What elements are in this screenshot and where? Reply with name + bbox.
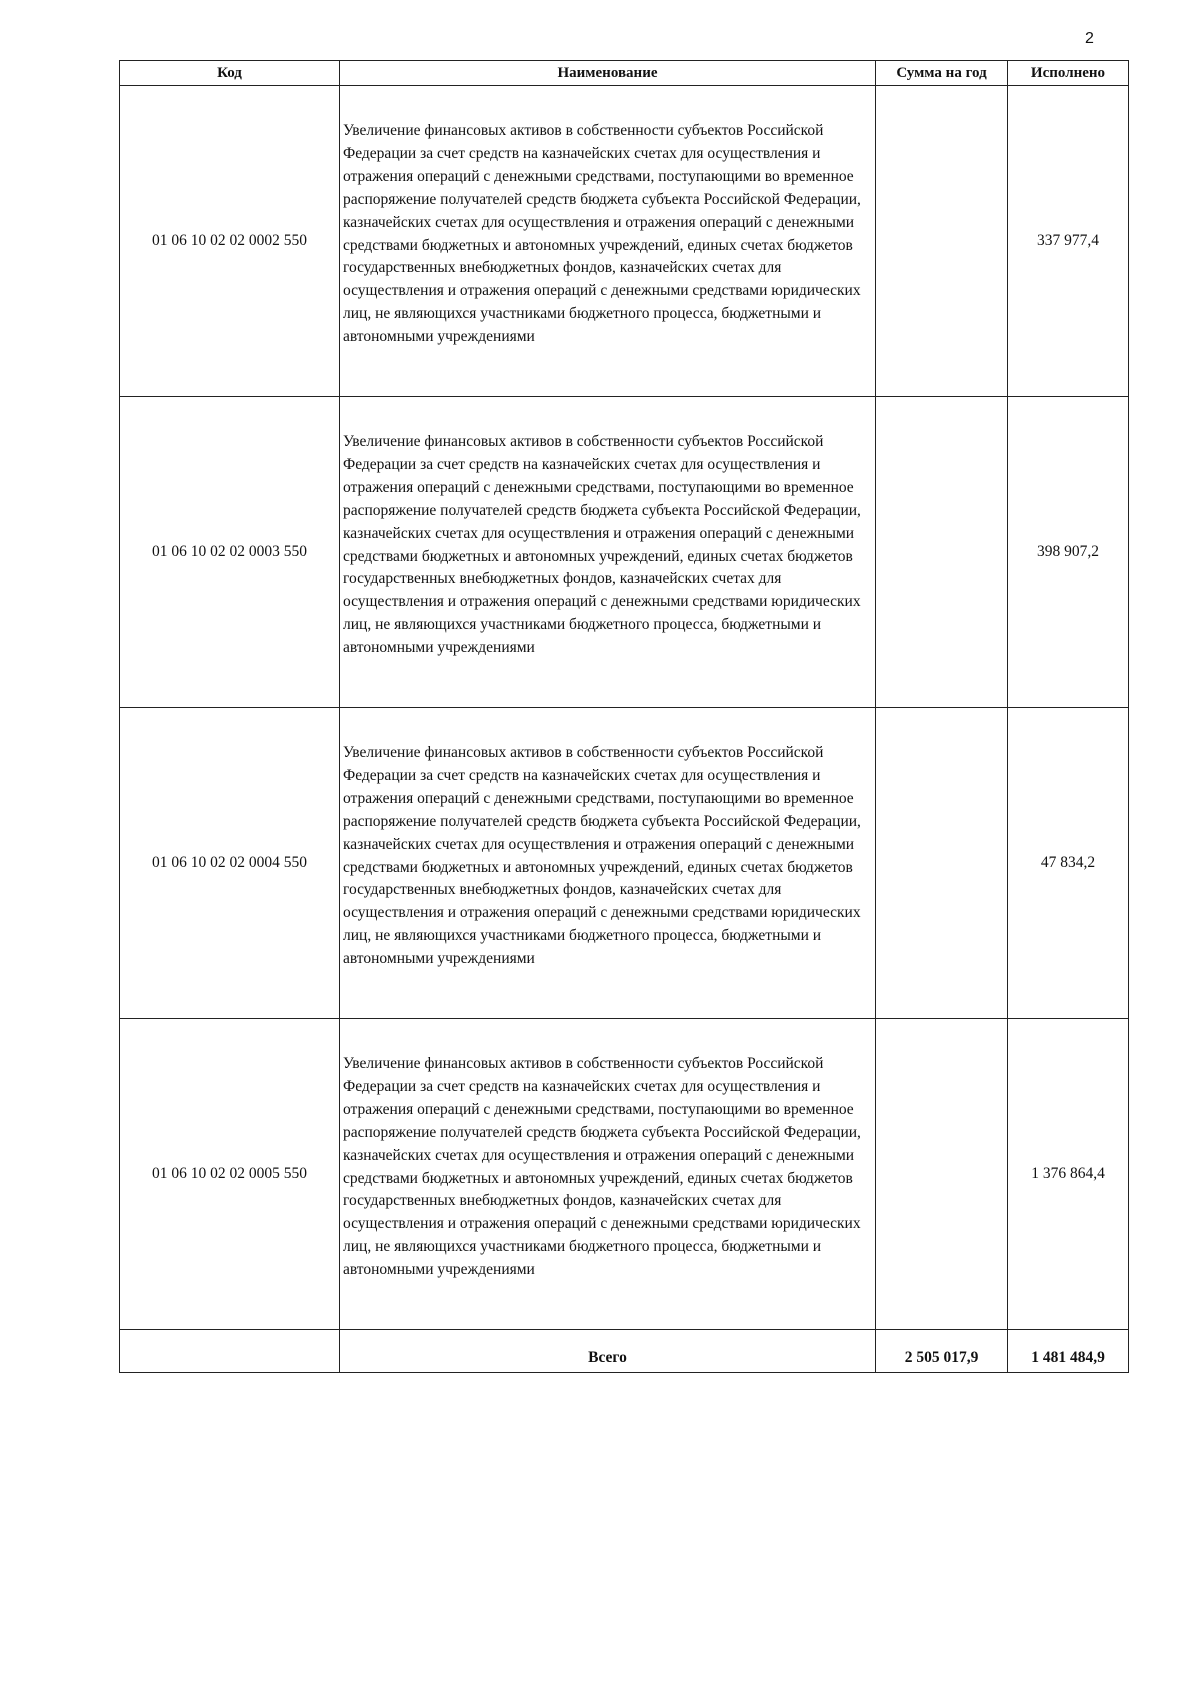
row-done: 47 834,2: [1008, 708, 1129, 1019]
table-row: [120, 86, 1129, 397]
row-sum: [876, 1019, 1008, 1330]
row-sum: [876, 86, 1008, 397]
total-code: [120, 1330, 340, 1373]
row-name: [340, 86, 876, 397]
total-sum: 2 505 017,9: [876, 1330, 1008, 1373]
budget-table: [119, 60, 1129, 1373]
row-name-text: Увеличение финансовых активов в собственности субъектов Российской Федерации за счет средств на казначейских счетах для осуществления и отражения операций с денежными средствами, поступающими во временное распоряжение получателей средств бюджета субъекта Российской Федерации, казначейских счетах для осуществления и отражения операций с денежными средствами бюджетных и автономных учреждений, единых счетах бюджетов государственных внебюджетных фондов, казначейских счетах для осуществления и отражения операций с денежными средствами юридических лиц, не являющихся участниками бюджетного процесса, бюджетными и автономными учреждениями: [343, 433, 861, 657]
row-name-text: Увеличение финансовых активов в собственности субъектов Российской Федерации за счет средств на казначейских счетах для осуществления и отражения операций с денежными средствами, поступающими во временное распоряжение получателей средств бюджета субъекта Российской Федерации, казначейских счетах для осуществления и отражения операций с денежными средствами бюджетных и автономных учреждений, единых счетах бюджетов государственных внебюджетных фондов, казначейских счетах для осуществления и отражения операций с денежными средствами юридических лиц, не являющихся участниками бюджетного процесса, бюджетными и автономными учреждениями: [343, 744, 861, 968]
row-code: 01 06 10 02 02 0004 550: [120, 708, 340, 1019]
row-name: [340, 708, 876, 1019]
table-row: [120, 1019, 1129, 1330]
row-name-text: Увеличение финансовых активов в собственности субъектов Российской Федерации за счет средств на казначейских счетах для осуществления и отражения операций с денежными средствами, поступающими во временное распоряжение получателей средств бюджета субъекта Российской Федерации, казначейских счетах для осуществления и отражения операций с денежными средствами бюджетных и автономных учреждений, единых счетах бюджетов государственных внебюджетных фондов, казначейских счетах для осуществления и отражения операций с денежными средствами юридических лиц, не являющихся участниками бюджетного процесса, бюджетными и автономными учреждениями: [343, 122, 861, 346]
row-code: 01 06 10 02 02 0002 550: [120, 86, 340, 397]
total-row: [120, 1330, 1129, 1373]
row-done: 337 977,4: [1008, 86, 1129, 397]
row-code: 01 06 10 02 02 0005 550: [120, 1019, 340, 1330]
header-done: Исполнено: [1008, 61, 1129, 86]
row-sum: [876, 708, 1008, 1019]
table-body: [120, 86, 1129, 1373]
row-sum: [876, 397, 1008, 708]
table-header: [120, 61, 1129, 86]
header-row: [120, 61, 1129, 86]
header-code: Код: [120, 61, 340, 86]
row-done: 398 907,2: [1008, 397, 1129, 708]
table-row: [120, 708, 1129, 1019]
page-number: 2: [1085, 30, 1094, 47]
table-row: [120, 397, 1129, 708]
row-done: 1 376 864,4: [1008, 1019, 1129, 1330]
row-name-text: Увеличение финансовых активов в собственности субъектов Российской Федерации за счет средств на казначейских счетах для осуществления и отражения операций с денежными средствами, поступающими во временное распоряжение получателей средств бюджета субъекта Российской Федерации, казначейских счетах для осуществления и отражения операций с денежными средствами бюджетных и автономных учреждений, единых счетах бюджетов государственных внебюджетных фондов, казначейских счетах для осуществления и отражения операций с денежными средствами юридических лиц, не являющихся участниками бюджетного процесса, бюджетными и автономными учреждениями: [343, 1055, 861, 1279]
total-label: Всего: [340, 1330, 876, 1373]
row-code: 01 06 10 02 02 0003 550: [120, 397, 340, 708]
row-name: [340, 397, 876, 708]
header-name: Наименование: [340, 61, 876, 86]
header-sum: Сумма на год: [876, 61, 1008, 86]
row-name: [340, 1019, 876, 1330]
total-done: 1 481 484,9: [1008, 1330, 1129, 1373]
